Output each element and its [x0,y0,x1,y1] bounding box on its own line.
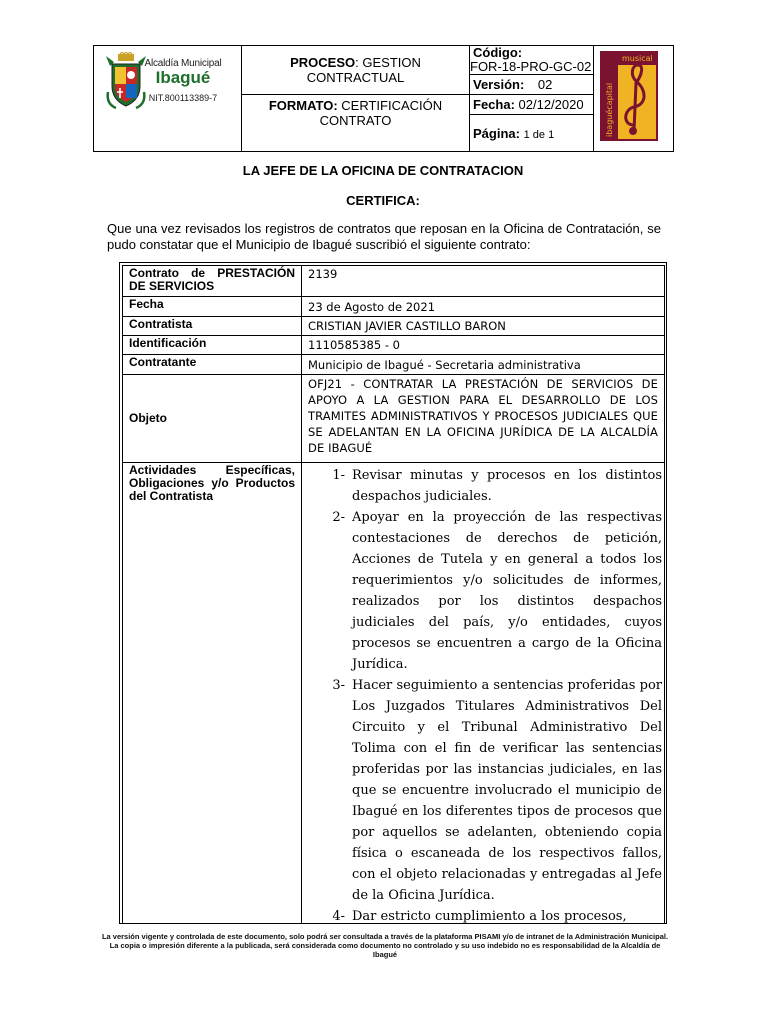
ibague-capital-musical-logo [600,51,658,141]
format-value-1: CERTIFICACIÓN [337,98,443,113]
badge-cell [594,46,674,152]
document-header [93,45,674,152]
pagina-cell [470,115,594,152]
list-item [302,465,662,507]
codigo-cell [470,46,594,75]
table-row [123,336,665,355]
coat-of-arms-icon [104,52,148,112]
format-label: FORMATO: [268,98,338,113]
version-value: 02 [537,77,553,92]
format-cell [242,95,470,152]
pagina-value: 1 [523,128,530,141]
objeto-label: Objeto [123,375,302,463]
activities-label [123,463,302,925]
activities-list [302,463,664,924]
contract-type-label-text: Contrato de PRESTACIÓN DE SERVICIOS [129,266,295,293]
process-label: PROCESO [290,55,356,70]
activity-text: Apoyar en la proyección de las respectivas contestaciones de derechos de petición, Acciones de Tutela y en general a todos los requerimientos y/o solicitudes de informes, realizados por los distintos despachos judiciales del país, y/o entidades, cuyos procesos se encuentren a cargo de la Oficina Jurídica. [352,510,662,672]
fecha-value: 02/12/2020 [514,97,584,112]
activity-number: 4- [332,909,345,924]
table-row [123,463,665,925]
logo-cell [94,46,242,152]
pagina-label: Página: [473,125,520,141]
contract-type-label [123,266,302,297]
contratante-label: Contratante [123,355,302,375]
contract-table-frame [119,262,667,924]
table-row [123,317,665,336]
activity-number: 3- [332,678,345,693]
identificacion-value: 1110585385 - 0 [302,336,665,355]
footer-disclaimer: La versión vigente y controlada de este documento, solo podrá ser consultada a través de la plataforma PISAMI y/o de intranet de la Administración Municipal. La copia o impresión diferente a la publicada, será considerada como documento no controlado y su uso indebido no es responsabilidad de la Alcaldía de Ibagué [101,932,669,959]
badge-side-text: ibaguécapital [605,82,614,137]
objeto-value: OFJ21 - CONTRATAR LA PRESTACIÓN DE SERVICIOS DE APOYO A LA GESTION PARA EL DESARROLLO DE LOS TRAMITES ADMINISTRATIVOS Y PROCESOS JUDICIALES QUE SE ADELANTAN EN LA OFICINA JURÍDICA DE LA ALCALDÍA DE IBAGUÉ [302,375,665,463]
activity-number: 1- [332,468,345,483]
activity-number: 2- [332,510,345,525]
table-row [123,297,665,317]
contratante-value: Municipio de Ibagué - Secretaria administrativa [302,355,665,375]
version-label: Versión: [473,77,525,92]
logo-nit: NIT.800113389-7 [148,93,218,103]
list-item [302,675,662,906]
activity-text: Dar estricto cumplimiento a los procesos, [352,909,627,924]
document-title: LA JEFE DE LA OFICINA DE CONTRATACION [242,163,524,178]
fecha-label: Fecha: [473,97,515,112]
fecha-cell [470,95,594,115]
activities-label-text: Actividades Específicas, Obligaciones y/o Productos del Contratista [129,463,295,503]
activity-text: Hacer seguimiento a sentencias proferidas por Los Juzgados Titulares Administrativos Del Circuito y el Tribunal Administrativo Del Tolima con el fin de verificar las sentencias proferidas por las instancias judiciales, en las que se encuentre involucrado el municipio de Ibagué en los diferentes tipos de procesos que por aquellos se adelanten, obteniendo copia física o escaneada de los respectivos fallos, con el objeto relacionadas y entregadas al Jefe de la Oficina Jurídica. [352,678,662,903]
intro-paragraph: Que una vez revisados los registros de contratos que reposan en la Oficina de Contratación, se pudo constatar que el Municipio de Ibagué suscribió el siguiente contrato: [107,221,661,252]
identificacion-label: Identificación [123,336,302,355]
list-item [302,906,662,924]
format-value-2: CONTRATO [319,113,392,128]
logo-line-city: Ibagué [155,68,211,87]
version-cell [470,75,594,95]
contract-number-value: 2139 [302,266,665,297]
table-row [123,266,665,297]
logo-text [144,58,222,103]
badge-top-text: musical [622,54,653,63]
contratista-value: CRISTIAN JAVIER CASTILLO BARON [302,317,665,336]
contract-table [122,265,665,924]
logo-line-alcaldia: Alcaldía Municipal [144,58,222,69]
fecha-row-label: Fecha [123,297,302,317]
list-item [302,507,662,675]
pagina-total: de 1 [529,128,555,141]
contratista-label: Contratista [123,317,302,336]
process-cell [242,46,470,95]
activity-text: Revisar minutas y procesos en los distintos despachos judiciales. [352,468,662,504]
table-row [123,355,665,375]
process-value: : GESTION CONTRACTUAL [306,55,421,85]
codigo-value: FOR-18-PRO-GC-02 [470,59,592,74]
codigo-label: Código: [473,45,523,60]
fecha-row-value: 23 de Agosto de 2021 [302,297,665,317]
document-subtitle: CERTIFICA: [346,193,420,208]
activities-cell [302,463,665,925]
table-row [123,375,665,463]
